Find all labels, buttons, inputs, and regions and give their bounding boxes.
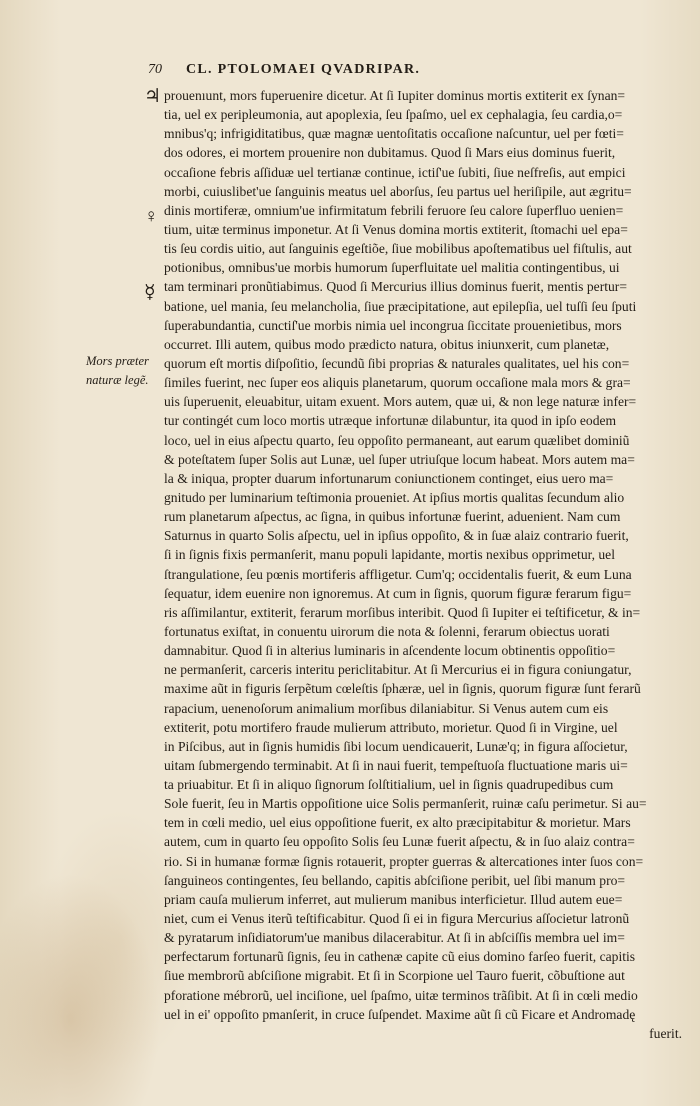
text-line: perfectarum fortunarũ ſignis, ſeu in cathenæ capite cũ eius domino farſeo fuerit, capitis [164, 949, 636, 965]
text-line: autem, cum in quarto ſeu oppoſito Solis ſeu Lunæ fuerit aſpectu, & in ſuo alaiz contra= [164, 834, 635, 850]
text-line: la & iniqua, propter duarum infortunarum coniunctionem continget, eius uero ma= [164, 470, 614, 486]
text-line: occaſione febris aſſiduæ uel tertianæ continue, ictiſ'ue ſubiti, ſiue neſfreſis, aut empici [164, 164, 626, 180]
text-line: ſuperabundantia, cunctiſ'ue morbis nimia uel incongrua ſiccitate prouenietibus, mors [164, 317, 622, 333]
text-line: rapacium, uenenoſorum animalium morſibus dilaniabitur. Si Venus autem cum eis [164, 700, 609, 716]
text-line: occurret. Illi autem, quibus modo prædicto natura, obitus iniunxerit, cum planetæ, [164, 336, 610, 352]
venus-symbol-icon: ♀ [144, 206, 159, 227]
text-line: uis ſuperuenit, eleuabitur, uitam exuent. Mors autem, quæ ui, & non lege naturæ infer= [164, 394, 637, 410]
text-line: rum planetarum aſpectus, ac ſigna, in quibus infortunæ fuerint, aduenient. Nam cum [164, 509, 621, 525]
text-line: maxime aũt in figuris ſerpẽtum cœleſtis ſphæræ, uel in ſignis, quorum figuræ ſunt ferarũ [164, 681, 641, 697]
text-line: prouenıunt, mors fuperuenire dicetur. At ſi Iupiter dominus mortis extiterit ex ſynan= [164, 88, 626, 103]
text-line: ſimiles fuerint, nec ſuper eos aliquis planetarum, quorum occaſione mala mors & gra= [164, 375, 631, 391]
page-number: 70 [148, 62, 162, 77]
text-line: ſi in ſignis fixis permanſerit, manu populi lapidante, mortis nexibus opprimetur, uel [164, 547, 615, 563]
text-line: & poteſtatem ſuper Solis aut Lunæ, uel ſuper utriuſque locum habeat. Mors autem ma= [164, 451, 635, 467]
text-line: dos odores, ei mortem prouenire non dubitamus. Quod ſi Mars eius dominus fuerit, [164, 145, 616, 161]
text-line: loco, uel in eius aſpectu quarto, ſeu oppoſito permaneant, aut earum quælibet dominiũ [164, 432, 630, 448]
text-line: priam cauſa mulierum inferret, aut mulierum manibus interficietur. Illud autem eue= [164, 891, 623, 907]
text-line: potionibus, omnibus'ue morbis humorum ſuperfluitate uel malitia contingentibus, ui [164, 260, 620, 276]
text-line: & pyratarum inſidiatorum'ue manibus dilacerabitur. At ſi in abſciſſis membra uel im= [164, 930, 625, 946]
text-line: uel in ei' oppoſito pmanſerit, in cruce ſuſpendet. Maxime aũt ſi cũ Ficare et Andromadę [164, 1006, 636, 1022]
margin-note [86, 352, 158, 390]
text-line: ris aſſimilantur, extiterit, ferarum morſibus interibit. Quod ſi Iupiter ei teſtificetur, & in= [164, 604, 641, 620]
text-line: batione, uel mania, ſeu melancholia, ſiue præcipitatione, aut epilepſia, uel tuſſi ſeu ſputi [164, 298, 637, 314]
jupiter-symbol-icon: ♃ [144, 86, 162, 107]
mercury-symbol-icon: ☿ [144, 282, 156, 303]
text-line: morbi, cuiuslibet'ue ſanguinis meatus uel aborſus, ſeu partus uel heriſipile, aut ægritu= [164, 183, 632, 199]
text-line: tam terminari pronũtiabimus. Quod ſi Mercurius illius dominus fuerit, mentis pertur= [164, 279, 627, 295]
text-line: tem in cœli medio, uel eius oppoſitione fuerit, ex alto præcipitabitur & morietur. Mars [164, 815, 631, 831]
text-line: ſanguineos contingentes, ſeu bellando, capitis abſciſione peribit, uel ſibi manum pro= [164, 872, 626, 888]
text-line: tis ſeu cordis uitio, aut ſanguinis egeſtiõe, ſiue mobilibus apoſtematibus uel fiſtulis, aut [164, 241, 632, 257]
text-line: in Piſcibus, aut in ſignis humidis ſibi locum uendicauerit, Lunæ'q; in figura aſſocietur, [164, 738, 628, 754]
text-line: quorum eſt mortis diſpoſitio, ſecundũ ſibi proprias & naturales qualitates, uel his con= [164, 355, 630, 371]
text-line: gnitudo per luminarium teſtimonia proueniet. At ipſius mortis qualitas ſecundum alio [164, 489, 625, 505]
text-line: tur contingét cum loco mortis utræque infortunæ dilabuntur, ita quod in ipſo eodem [164, 413, 617, 429]
text-line: ſiue membrorũ abſciſione migrabit. Et ſi in Scorpione uel Tauro fuerit, cõbuſtione aut [164, 968, 625, 984]
running-title: CL. PTOLOMAEI QVADRIPAR. [186, 62, 421, 77]
text-line: ſequatur, idem euenire non ignoremus. At cum in ſignis, quorum figuræ ferarum figu= [164, 585, 632, 601]
text-line: Sole fuerit, ſeu in Martis oppoſitione uice Solis permanſerit, ruinæ caſu perimetur. Si au= [164, 796, 647, 812]
text-line: ne permanſerit, carceris interitu periclitabitur. At ſi Mercurius ei in figura coniungatur, [164, 662, 632, 678]
body-text [164, 86, 684, 1043]
text-line: Saturnus in quarto Solis aſpectu, uel in ipſius oppoſito, & in ſuæ alaiz contrario fuerit, [164, 528, 629, 544]
text-line: ſtrangulatione, ſeu pœnis mortiferis affligetur. Cum'q; occidentalis fuerit, & eum Luna [164, 566, 632, 582]
text-line: fuerit. [649, 1025, 682, 1041]
text-line: tia, uel ex peripleumonia, aut apoplexia, ſeu ſpaſmo, uel ex cephalagia, ſeu cardia,o= [164, 107, 623, 123]
margin-note-line: naturæ legẽ. [86, 373, 149, 388]
text-line: dinis mortiferæ, omnium'ue infirmitatum febrili feruore ſeu calore ſuperfluo uenien= [164, 202, 624, 218]
text-line: extiterit, potu mortifero fraude mulierum attributo, morietur. Quod ſi in Virgine, uel [164, 719, 618, 735]
text-line: damnabitur. Quod ſi in alterius luminaris in aſcendente locum obtinentis oppoſitio= [164, 643, 616, 659]
text-line: mnibus'q; infrigiditatibus, quæ magnæ uentoſitatis occaſione naſcuntur, uel per fœti= [164, 126, 624, 142]
margin-note-line: Mors præter [86, 354, 149, 368]
text-line: uitam ſubmergendo terminabit. At ſi in naui fuerit, tempeſtuoſa fluctuatione maris ui= [164, 757, 628, 773]
text-line: niet, cum ei Venus iterũ teſtificabitur. Quod ſi ei in figura Mercurius aſſocietur latronũ [164, 911, 630, 927]
text-line: ta priuabitur. Et ſi in aliquo ſignorum ſolſtitialium, uel in ſignis quadrupedibus cum [164, 777, 614, 793]
text-line: fortunatus exiſtat, in conuentu uirorum die nota & ſolenni, ferarum obiectus uorati [164, 623, 610, 639]
text-line: rio. Si in humanæ formæ ſignis rotauerit, propter guerras & altercationes inter ſuos con= [164, 853, 644, 869]
text-line: pforatione mébrorũ, uel inciſione, uel ſpaſmo, uitæ terminos trãſibit. At ſi in cœli medio [164, 987, 638, 1003]
text-line: tium, uitæ terminus imponetur. At ſi Venus domina mortis extiterit, ſtomachi uel epa= [164, 221, 628, 237]
